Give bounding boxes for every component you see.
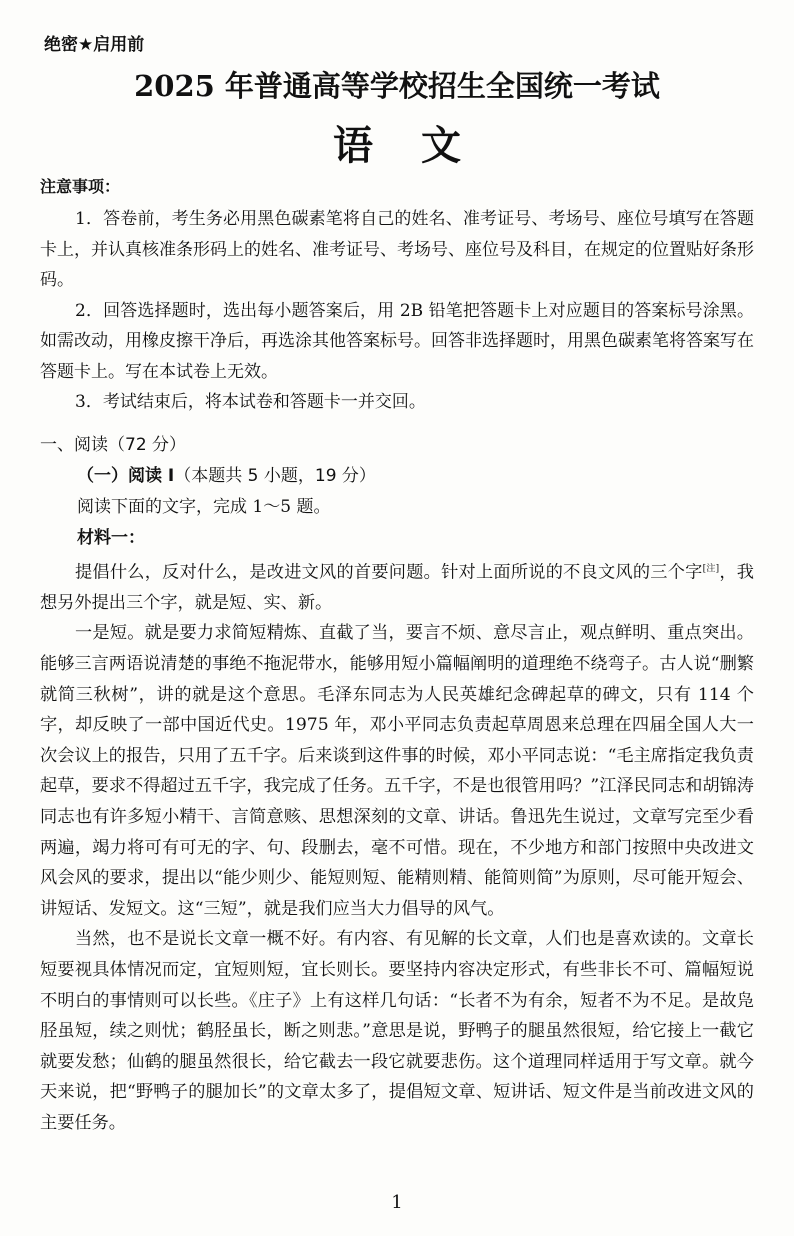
- notes-title: 注意事项：: [40, 177, 121, 196]
- note-item: 2．回答选择题时，选出每小题答案后，用 2B 铅笔把答题卡上对应题目的答案标号涂黑。如需改动，用橡皮擦干净后，再选涂其他答案标号。回答非选择题时，用黑色碳素笔将答案写在答题卡上。写在本试卷上无效。: [40, 300, 754, 382]
- exam-notes: [40, 172, 754, 418]
- section-heading: 一、阅读（72 分）: [40, 434, 187, 455]
- passage-paragraph: 当然，也不是说长文章一概不好。有内容、有见解的长文章，人们也是喜欢读的。文章长短要视具体情况而定，宜短则短，宜长则长。要坚持内容决定形式，有些非长不可、篇幅短说不明白的事情则可以长些。《庄子》上有这样几句话：“长者不为有余，短者不为不足。是故凫胫虽短，续之则忧；鹤胫虽长，断之则悲。”意思是说，野鸭子的腿虽然很短，给它接上一截它就要发愁；仙鹤的腿虽然很长，给它截去一段它就要悲伤。这个道理同样适用于写文章。就今天来说，把“野鸭子的腿加长”的文章太多了，提倡短文章、短讲话、短文件是当前改进文风的主要任务。: [40, 929, 754, 1133]
- material-label: 材料一：: [77, 527, 145, 548]
- exam-title: 2025 年普通高等学校招生全国统一考试: [134, 69, 660, 103]
- paragraph-text: 提倡什么，反对什么，是改进文风的首要问题。针对上面所说的不良文风的三个字: [75, 562, 703, 583]
- passage-paragraph: 一是短。就是要力求简短精炼、直截了当，要言不烦、意尽言止，观点鲜明、重点突出。能够三言两语说清楚的事绝不拖泥带水，能够用短小篇幅阐明的道理绝不绕弯子。古人说“删繁就简三秋树”，讲的就是这个意思。毛泽东同志为人民英雄纪念碑起草的碑文，只有 114 个字，却反映了一部中国近代史。1975 年，邓小平同志负责起草周恩来总理在四届全国人大一次会议上的报告，只用了五千字。后来谈到这件事的时候，邓小平同志说：“毛主席指定我负责起草，要求不得超过五千字，我完成了任务。五千字，不是也很管用吗？”江泽民同志和胡锦涛同志也有许多短小精干、言简意赅、思想深刻的文章、讲话。鲁迅先生说过，文章写完至少看两遍，竭力将可有可无的字、句、段删去，毫不可惜。现在，不少地方和部门按照中央改进文风会风的要求，提出以“能少则少、能短则短、能精则精、能简则简”为原则，尽可能开短会、讲短话、发短文。这“三短”，就是我们应当大力倡导的风气。: [40, 623, 754, 919]
- part-heading: [40, 461, 754, 492]
- page-number: 1: [391, 1192, 403, 1213]
- footnote-marker: [注]: [702, 563, 720, 574]
- passage-paragraph: [40, 554, 754, 619]
- note-item: 3．考试结束后，将本试卷和答题卡一并交回。: [75, 392, 426, 412]
- note-item: 1．答卷前，考生务必用黑色碳素笔将自己的姓名、准考证号、考场号、座位号填写在答题卡上，并认真核准条形码上的姓名、准考证号、考场号、座位号及科目，在规定的位置贴好条形码。: [40, 209, 754, 290]
- part-label: （一）阅读 I: [77, 465, 175, 486]
- part-detail: （本题共 5 小题，19 分）: [174, 465, 376, 486]
- reading-instruction: 阅读下面的文字，完成 1～5 题。: [77, 496, 331, 517]
- subject-title: 语文: [333, 122, 509, 169]
- page-content: [40, 172, 754, 1139]
- paragraph-text: ，我想另外提出三个字，就是短、实、新。: [40, 562, 754, 613]
- confidential-label: 绝密★启用前: [44, 35, 145, 55]
